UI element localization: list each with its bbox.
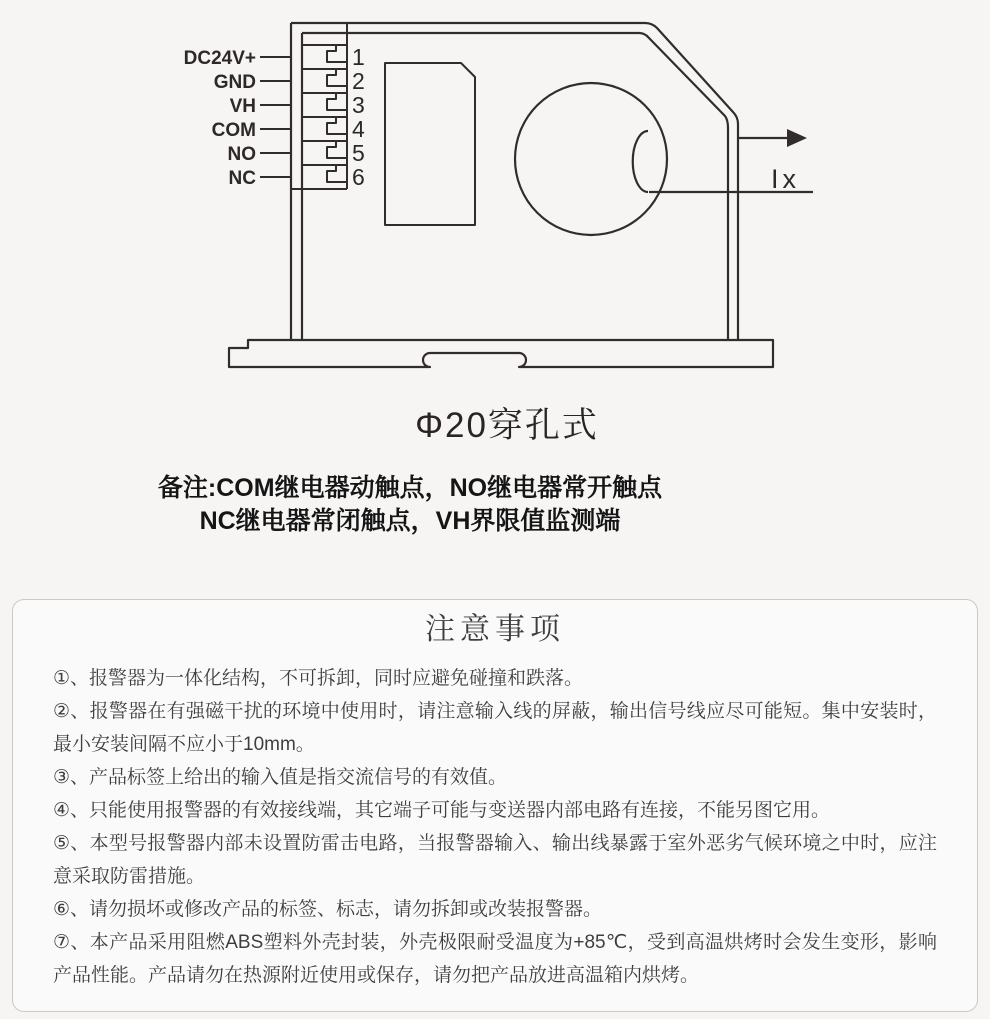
terminal-number: 2	[352, 68, 365, 94]
notice-title: 注意事项	[425, 613, 565, 646]
remark-line: NC继电器常闭触点，VH界限值监测端	[199, 507, 621, 535]
notice-items	[53, 662, 937, 992]
terminal-label: COM	[211, 120, 256, 141]
terminal-block	[290, 23, 347, 189]
terminal-label: GND	[213, 72, 256, 93]
terminal-numbers	[352, 44, 365, 190]
terminal-label: NC	[228, 168, 256, 189]
notice-item: ①、报警器为一体化结构，不可拆卸，同时应避免碰撞和跌落。	[53, 668, 584, 689]
current-label: Ix	[771, 164, 801, 194]
notice-item: ⑤、本型号报警器内部未设置防雷击电路，当报警器输入、输出线暴露于室外恶劣气候环境之中时，应注意采取防雷措施。	[53, 833, 937, 887]
terminal-labels	[184, 48, 257, 189]
terminal-number: 1	[352, 44, 365, 70]
terminal-number: 4	[352, 116, 365, 142]
terminal-wire-leads	[260, 57, 291, 177]
remark-block	[0, 472, 820, 538]
terminal-label: DC24V+	[183, 48, 256, 69]
notice-item: ⑦、本产品采用阻燃ABS塑料外壳封装，外壳极限耐受温度为+85℃，受到高温烘烤时会发生变形，影响产品性能。产品请勿在热源附近使用或保存，请勿把产品放进高温箱内烘烤。	[53, 932, 937, 986]
notice-box	[12, 599, 978, 1012]
notice-item: ②、报警器在有强磁干扰的环境中使用时，请注意输入线的屏蔽，输出信号线应尽可能短。集中安装时，最小安装间隔不应小于10mm。	[53, 701, 937, 755]
diagram-title: Φ20穿孔式	[415, 406, 599, 445]
through-hole	[515, 83, 667, 235]
wiring-diagram	[0, 0, 990, 395]
label-area-rect	[385, 63, 475, 225]
terminal-label: NO	[227, 144, 256, 165]
terminal-number: 5	[352, 140, 365, 166]
terminal-clamp-symbols	[327, 45, 347, 182]
notice-item: ⑥、请勿损坏或修改产品的标签、标志，请勿拆卸或改装报警器。	[53, 899, 603, 920]
din-rail-base	[229, 340, 773, 367]
notice-item: ④、只能使用报警器的有效接线端，其它端子可能与变送器内部电路有连接，不能另图它用。	[53, 800, 831, 821]
terminal-number: 6	[352, 164, 365, 190]
current-wire	[649, 129, 813, 194]
remark-line: 备注:COM继电器动触点，NO继电器常开触点	[157, 474, 663, 502]
terminal-label: VH	[229, 96, 256, 117]
current-direction-arrow-icon	[787, 129, 807, 147]
terminal-number: 3	[352, 92, 365, 118]
notice-item: ③、产品标签上给出的输入值是指交流信号的有效值。	[53, 767, 508, 788]
